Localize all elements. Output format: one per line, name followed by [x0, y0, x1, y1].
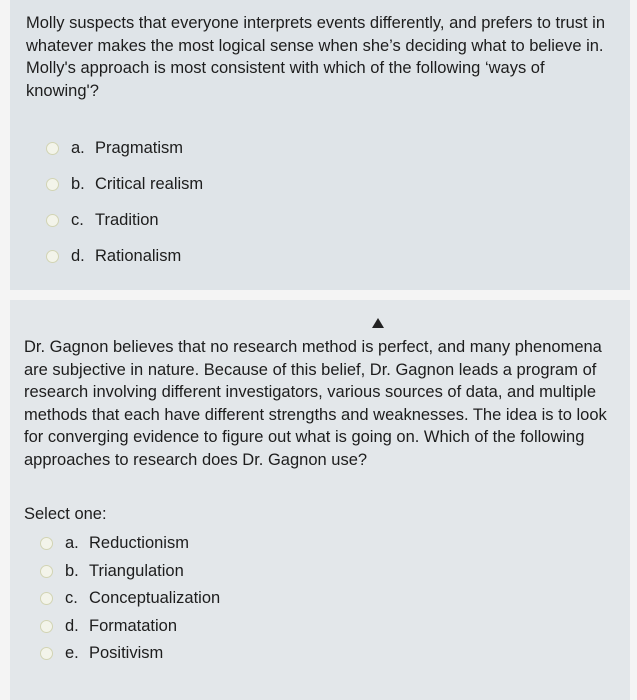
option-2c[interactable]	[40, 585, 616, 613]
option-letter: d.	[71, 246, 85, 265]
option-1c[interactable]	[46, 202, 614, 238]
option-label: Critical realism	[95, 174, 204, 193]
select-one-label: Select one:	[24, 505, 107, 523]
option-1d[interactable]	[46, 238, 614, 274]
question-2-text: Dr. Gagnon believes that no research method is perfect, and many phenomena are subjective in nature. Because of this belief, Dr. Gagnon leads a program of research involving different investigators, various sources of data, and multiple methods that each have different strengths and weaknesses. The idea is to look for converging evidence to figure out what is going on. Which of the following approaches to research does Dr. Gagnon use?	[24, 338, 607, 469]
question-1-card	[10, 0, 630, 290]
option-2a[interactable]	[40, 530, 616, 558]
question-1-text: Molly suspects that everyone interprets events differently, and prefers to trust in whatever makes the most logical sense when she’s deciding what to believe in. Molly's approach is most consistent with which of the following ‘ways of knowing'?	[26, 14, 606, 100]
mouse-cursor-icon	[372, 318, 384, 328]
radio-button[interactable]	[46, 250, 59, 263]
option-label: Rationalism	[95, 246, 182, 265]
option-letter: e.	[65, 644, 79, 663]
radio-button[interactable]	[46, 142, 59, 155]
option-letter: a.	[71, 138, 85, 157]
option-label: Triangulation	[89, 561, 184, 580]
option-label: Tradition	[95, 210, 159, 229]
option-label: Reductionism	[89, 534, 189, 553]
radio-button[interactable]	[40, 620, 53, 633]
option-1b[interactable]	[46, 166, 614, 202]
radio-button[interactable]	[40, 592, 53, 605]
option-label: Formatation	[89, 616, 178, 635]
radio-button[interactable]	[40, 647, 53, 660]
option-label: Conceptualization	[89, 589, 221, 608]
option-letter: c.	[71, 210, 84, 229]
radio-button[interactable]	[40, 565, 53, 578]
option-1a[interactable]	[46, 130, 614, 166]
option-label: Pragmatism	[95, 138, 184, 157]
question-2-card	[10, 300, 630, 700]
option-letter: c.	[65, 589, 78, 608]
option-letter: a.	[65, 534, 79, 553]
option-2e[interactable]	[40, 640, 616, 668]
option-label: Positivism	[89, 644, 164, 663]
radio-button[interactable]	[40, 537, 53, 550]
question-2-options	[40, 530, 616, 668]
option-2d[interactable]	[40, 613, 616, 641]
option-2b[interactable]	[40, 558, 616, 586]
option-letter: d.	[65, 616, 79, 635]
option-letter: b.	[71, 174, 85, 193]
radio-button[interactable]	[46, 214, 59, 227]
option-letter: b.	[65, 561, 79, 580]
radio-button[interactable]	[46, 178, 59, 191]
question-1-options	[46, 130, 614, 274]
